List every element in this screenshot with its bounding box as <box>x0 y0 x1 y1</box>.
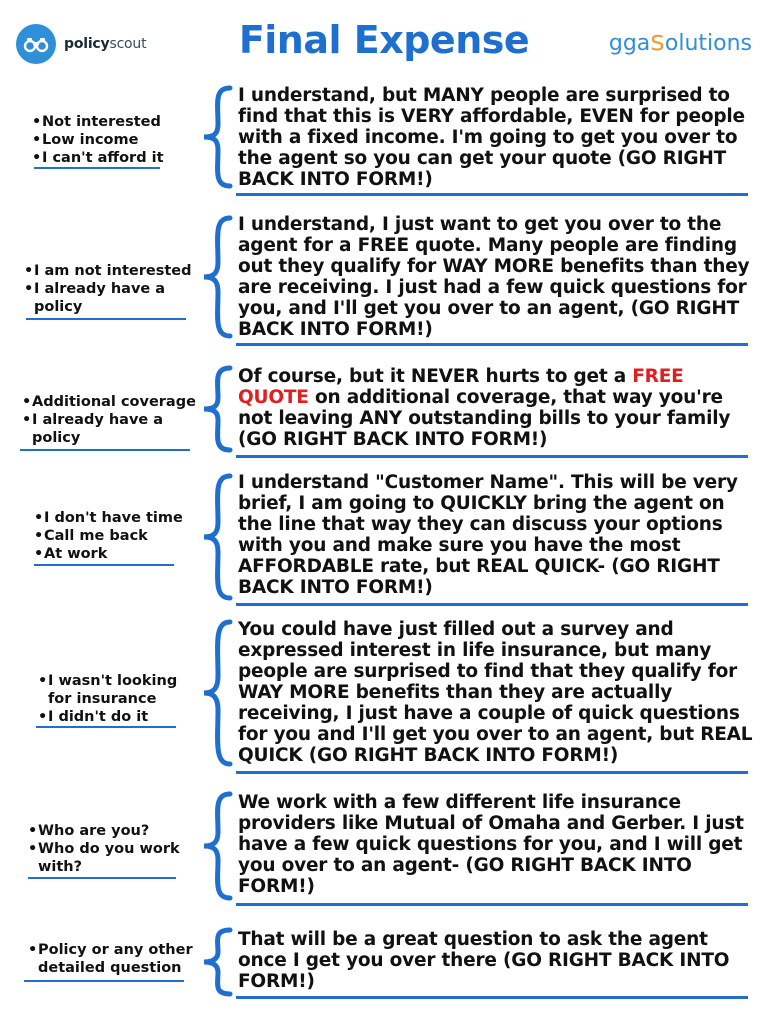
curly-brace <box>200 926 234 998</box>
free-quote-highlight: FREE QUOTE <box>238 366 684 408</box>
objection-item: • I wasn't looking for insurance <box>38 672 188 708</box>
objection-underline <box>20 449 190 451</box>
objection-list <box>28 941 194 977</box>
curly-brace <box>200 790 234 902</box>
objection-list <box>24 262 192 316</box>
objection-underline <box>24 980 184 982</box>
rebuttal-response: I understand, but MANY people are surprised to find that this is VERY affordable, EVEN for people with a fixed income. I'm going to get you over to the agent so you can get your quote (GO RIGHT BACK INTO FORM!) <box>238 85 745 190</box>
objection-item: • Low income <box>32 131 182 149</box>
response-underline <box>236 903 748 906</box>
objection-list <box>34 509 194 563</box>
objection-item: • Policy or any other detailed question <box>28 941 194 977</box>
curly-brace <box>200 472 234 602</box>
page-title: Final Expense <box>238 18 530 62</box>
objection-item: • Not interested <box>32 113 182 131</box>
response-underline <box>236 996 748 999</box>
rebuttal-response: I understand "Customer Name". This will be very brief, I am going to QUICKLY bring the agent on the line that way they can discuss your options with you and make sure you have the most AFFORDABLE rate, but REAL QUICK- (GO RIGHT BACK INTO FORM!) <box>238 472 738 598</box>
objection-underline <box>34 167 160 169</box>
rebuttal-response: You could have just filled out a survey and expressed interest in life insurance, but many people are surprised to find that they qualify for WAY MORE benefits than they are actually receiving, I just have a couple of quick questions for you and I'll get you over to an agent, but REAL QUICK (GO RIGHT BACK INTO FORM!) <box>238 619 753 766</box>
objection-item: • I already have a policy <box>22 411 202 447</box>
response-underline <box>236 455 748 458</box>
objection-item: • Call me back <box>34 527 194 545</box>
rebuttal-response: I understand, I just want to get you over to the agent for a FREE quote. Many people are finding out they qualify for WAY MORE benefits than they are receiving. I just had a few quick questions for you, and I'll get you over to an agent, (GO RIGHT BACK INTO FORM!) <box>238 214 750 340</box>
objection-item: • I am not interested <box>24 262 192 280</box>
curly-brace <box>200 618 234 768</box>
rebuttal-response: We work with a few different life insurance providers like Mutual of Omaha and Gerber. I just have a few quick questions for you, and I will get you over to an agent- (GO RIGHT BACK INTO FORM!) <box>238 792 744 897</box>
objection-underline <box>34 564 174 566</box>
objection-item: • I didn't do it <box>38 708 188 726</box>
objection-item: • I can't afford it <box>32 149 182 167</box>
objection-underline <box>26 318 186 320</box>
rebuttal-response: Of course, but it NEVER hurts to get a FREE QUOTE on additional coverage, that way you're not leaving ANY outstanding bills to your family (GO RIGHT BACK INTO FORM!) <box>238 366 731 450</box>
curly-brace <box>200 214 234 340</box>
objection-underline <box>36 726 176 728</box>
objection-list <box>38 672 188 726</box>
objection-list <box>28 822 198 876</box>
rebuttal-response: That will be a great question to ask the agent once I get you over there (GO RIGHT BACK INTO FORM!) <box>238 929 730 992</box>
objection-item: • Who do you work with? <box>28 840 198 876</box>
objection-list <box>32 113 182 167</box>
objection-list <box>22 393 202 447</box>
response-underline <box>236 771 748 774</box>
response-underline <box>236 343 748 346</box>
curly-brace <box>200 364 234 454</box>
objection-item: • Additional coverage <box>22 393 202 411</box>
response-underline <box>236 603 748 606</box>
header <box>0 0 768 82</box>
gga-solutions-logo: ggasolutions <box>608 24 752 57</box>
response-underline <box>236 193 748 196</box>
curly-brace <box>200 84 234 190</box>
objection-item: • I already have a policy <box>24 280 192 316</box>
policyscout-wordmark: policyscout <box>64 36 147 52</box>
objection-item: • I don't have time <box>34 509 194 527</box>
objection-underline <box>28 877 176 879</box>
objection-item: • Who are you? <box>28 822 198 840</box>
objection-item: • At work <box>34 545 194 563</box>
